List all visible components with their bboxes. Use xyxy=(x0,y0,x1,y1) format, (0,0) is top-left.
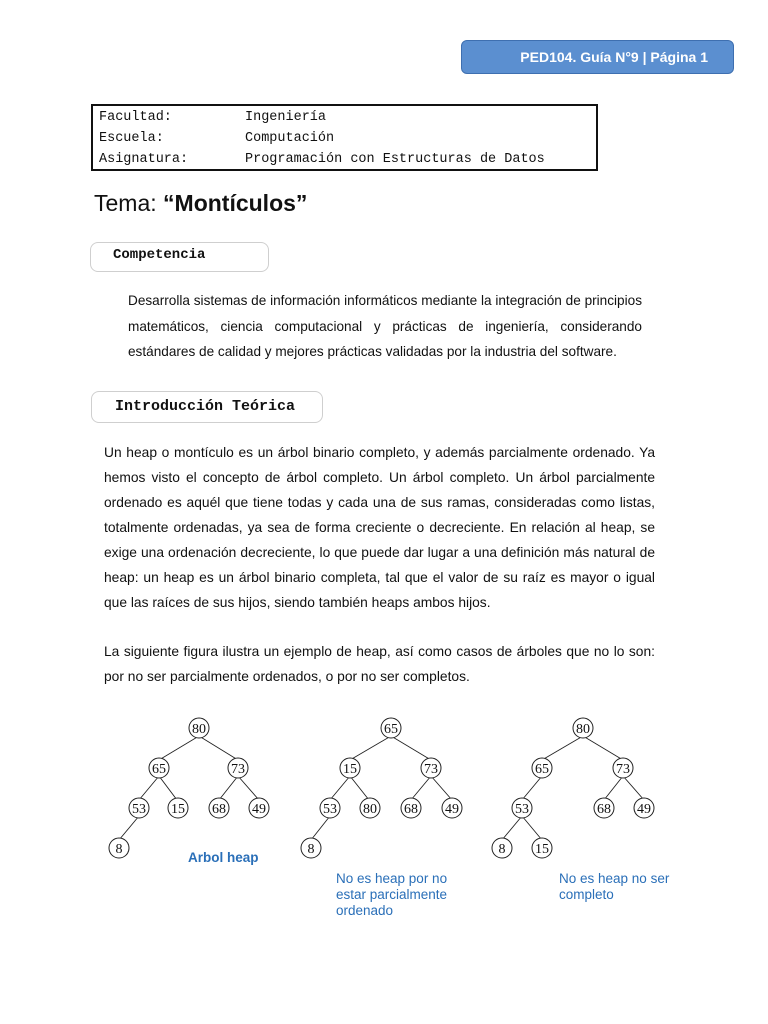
tree2-node: 49 xyxy=(445,802,459,817)
info-value: Programación con Estructuras de Datos xyxy=(245,152,545,167)
tree3-node: 8 xyxy=(498,842,506,857)
tree2-node: 73 xyxy=(424,762,438,777)
caption-not-complete xyxy=(559,871,669,903)
tree1-node: 68 xyxy=(212,802,226,817)
caption-line: No es heap no ser xyxy=(559,871,670,886)
introduccion-paragraph-2: La siguiente figura ilustra un ejemplo de heap, así como casos de árboles que no lo son: por no ser parcialmente ordenados, o por no ser completos. xyxy=(104,644,655,684)
tree1-node: 80 xyxy=(192,722,206,737)
info-label: Facultad: xyxy=(99,110,172,125)
info-row-facultad xyxy=(93,107,596,128)
info-row-escuela xyxy=(93,128,596,149)
info-label: Escuela: xyxy=(99,131,164,146)
tree3-node: 49 xyxy=(637,802,651,817)
introduccion-paragraph-1: Un heap o montículo es un árbol binario completo, y además parcialmente ordenado. Ya hemos visto el concepto de árbol completo. Un árbol completo. Un árbol parcialmente ordenado es aquél que tiene todas y cada una de sus ramas, consideradas como listas, totalmente ordenadas, ya sea de forma creciente o decreciente. En relación al heap, se exige una ordenación decreciente, lo que puede dar lugar a una definición más natural de heap: un heap es un árbol binario completa, tal que el valor de su raíz es mayor o igual que las raíces de sus hijos, siendo también heaps ambos hijos. xyxy=(104,445,655,610)
tree3-node: 68 xyxy=(597,802,611,817)
tree3-node: 15 xyxy=(535,842,549,857)
caption-not-ordered xyxy=(336,871,447,919)
tree1-node: 65 xyxy=(152,762,166,777)
tree3-node: 65 xyxy=(535,762,549,777)
tree2-node: 15 xyxy=(343,762,357,777)
info-value: Computación xyxy=(245,131,335,146)
info-value: Ingeniería xyxy=(245,110,327,125)
tree3-node: 53 xyxy=(515,802,529,817)
tree1-node: 53 xyxy=(132,802,146,817)
tree1-node: 73 xyxy=(231,762,245,777)
tree2-node: 65 xyxy=(384,722,398,737)
info-row-asignatura xyxy=(93,149,596,170)
section-heading-introduccion: Introducción Teórica xyxy=(91,391,323,423)
topic-prefix: Tema: xyxy=(94,190,157,216)
course-info-table xyxy=(91,104,598,171)
topic-title xyxy=(94,190,307,217)
topic-name: “Montículos” xyxy=(163,190,308,216)
tree2-node: 53 xyxy=(323,802,337,817)
tree2-node: 68 xyxy=(404,802,418,817)
tree2-node: 80 xyxy=(363,802,377,817)
caption-heap-tree: Arbol heap xyxy=(188,850,259,865)
section-heading-competencia: Competencia xyxy=(90,242,269,272)
caption-line: completo xyxy=(559,887,614,902)
competencia-text: Desarrolla sistemas de información informáticos mediante la integración de principios matemáticos, ciencia computacional y prácticas de ingeniería, considerando estándares de calidad y mejores prácticas validadas por la industria del software. xyxy=(128,293,642,359)
caption-line: ordenado xyxy=(336,903,394,918)
tree1-node: 15 xyxy=(171,802,185,817)
caption-line: No es heap por no xyxy=(336,871,448,886)
tree3-node: 73 xyxy=(616,762,630,777)
tree1-node: 8 xyxy=(115,842,123,857)
tree2-node: 8 xyxy=(307,842,315,857)
tree1-node: 49 xyxy=(252,802,266,817)
info-label: Asignatura: xyxy=(99,152,189,167)
page-header-badge: PED104. Guía N°9 | Página 1 xyxy=(461,40,734,74)
caption-line: estar parcialmente xyxy=(336,887,448,902)
tree3-node: 80 xyxy=(576,722,590,737)
